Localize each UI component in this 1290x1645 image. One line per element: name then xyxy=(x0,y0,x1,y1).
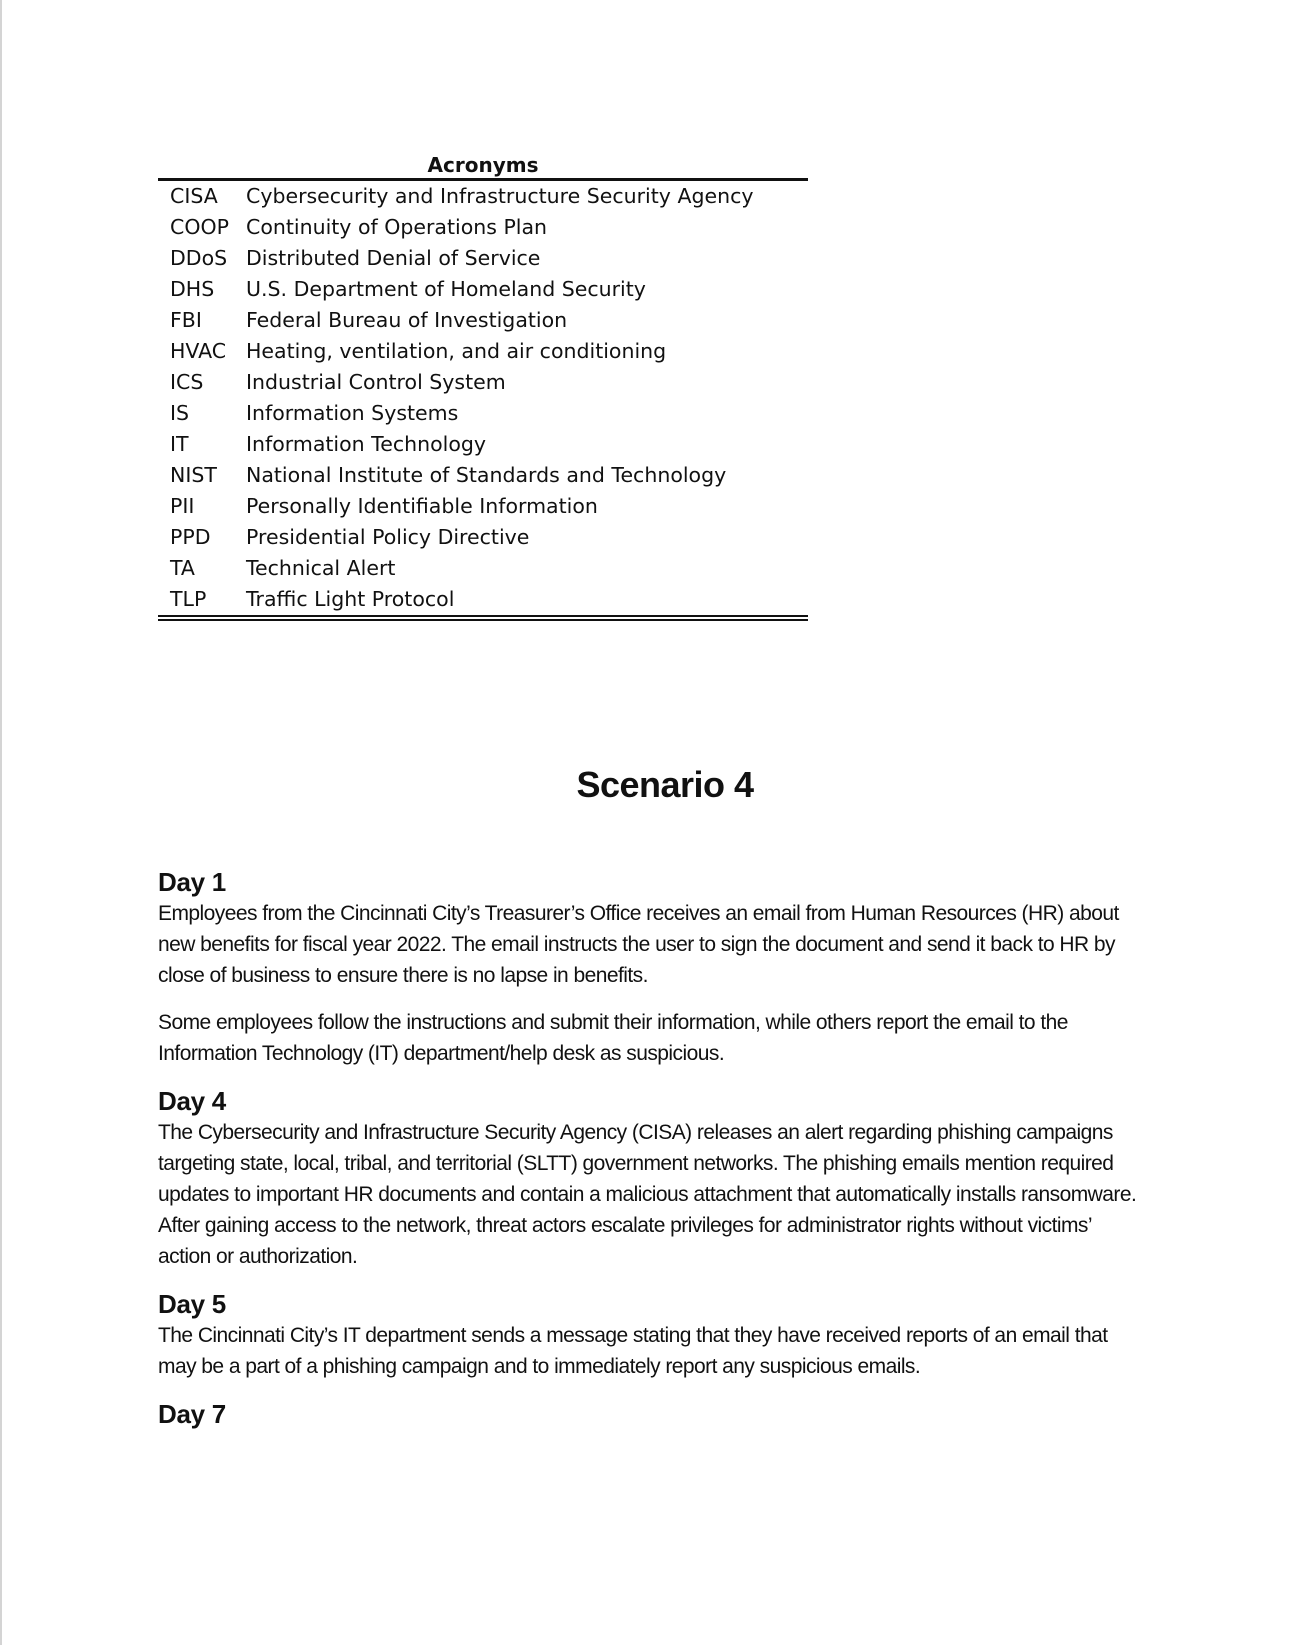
acronym-meaning: Information Systems xyxy=(246,401,459,425)
acronym-meaning: Personally Identifiable Information xyxy=(246,494,598,518)
acronym-meaning: Cybersecurity and Infrastructure Security Agency xyxy=(246,184,754,208)
acronym-row xyxy=(158,212,808,243)
acronym-row xyxy=(158,243,808,274)
acronym-meaning: Technical Alert xyxy=(246,556,396,580)
acronym-abbreviation: ICS xyxy=(170,370,204,394)
day-paragraph: The Cincinnati City’s IT department sends a message stating that they have received reports of an email that may be a part of a phishing campaign and to immediately report any suspicious emails. xyxy=(158,1324,1108,1378)
acronym-abbreviation: PPD xyxy=(170,525,211,549)
acronym-meaning: Continuity of Operations Plan xyxy=(246,215,548,239)
acronym-abbreviation: PII xyxy=(170,494,195,518)
acronym-row xyxy=(158,429,808,460)
acronym-row xyxy=(158,367,808,398)
day-heading: Day 5 xyxy=(158,1289,226,1319)
day-section xyxy=(158,1398,1148,1430)
acronym-meaning: Federal Bureau of Investigation xyxy=(246,308,568,332)
scenario-title: Scenario 4 xyxy=(576,764,754,805)
acronym-meaning: Industrial Control System xyxy=(246,370,506,394)
acronym-row xyxy=(158,181,808,212)
acronyms-title: Acronyms xyxy=(158,152,808,181)
day-paragraph: Employees from the Cincinnati City’s Treasurer’s Office receives an email from Human Resources (HR) about new benefits for fiscal year 2022. The email instructs the user to sign the document and send it back to HR by close of business to ensure there is no lapse in benefits. xyxy=(158,902,1119,987)
acronym-meaning: National Institute of Standards and Technology xyxy=(246,463,727,487)
acronym-row xyxy=(158,305,808,336)
acronym-abbreviation: TA xyxy=(170,556,195,580)
day-heading: Day 4 xyxy=(158,1086,226,1116)
acronyms-table-bottom-rule xyxy=(158,615,808,621)
day-heading: Day 7 xyxy=(158,1399,226,1429)
day-paragraph: The Cybersecurity and Infrastructure Security Agency (CISA) releases an alert regarding phishing campaigns targeting state, local, tribal, and territorial (SLTT) government networks. The phishing emails mention required updates to important HR documents and contain a malicious attachment that automatically installs ransomware. After gaining access to the network, threat actors escalate privileges for administrator rights without victims’ action or authorization. xyxy=(158,1121,1137,1268)
acronym-meaning: Heating, ventilation, and air conditioning xyxy=(246,339,667,363)
scenario-content xyxy=(158,866,1148,1432)
acronym-abbreviation: IS xyxy=(170,401,190,425)
acronym-abbreviation: IT xyxy=(170,432,189,456)
acronym-meaning: Information Technology xyxy=(246,432,487,456)
day-heading: Day 1 xyxy=(158,867,226,897)
acronym-meaning: Presidential Policy Directive xyxy=(246,525,530,549)
acronym-abbreviation: CISA xyxy=(170,184,218,208)
acronym-abbreviation: DDoS xyxy=(170,246,228,270)
acronym-abbreviation: FBI xyxy=(170,308,202,332)
acronyms-table-section xyxy=(158,152,808,621)
acronyms-table xyxy=(158,181,808,615)
acronym-row xyxy=(158,398,808,429)
acronym-row xyxy=(158,553,808,584)
acronym-meaning: Traffic Light Protocol xyxy=(246,587,455,611)
day-section xyxy=(158,1288,1148,1382)
page-edge xyxy=(0,0,2,1645)
acronym-abbreviation: NIST xyxy=(170,463,217,487)
acronym-row xyxy=(158,584,808,615)
acronym-abbreviation: DHS xyxy=(170,277,215,301)
acronym-row xyxy=(158,522,808,553)
acronym-row xyxy=(158,336,808,367)
acronym-row xyxy=(158,460,808,491)
day-paragraph: Some employees follow the instructions and submit their information, while others report the email to the Information Technology (IT) department/help desk as suspicious. xyxy=(158,1011,1068,1065)
acronym-abbreviation: COOP xyxy=(170,215,229,239)
acronym-meaning: U.S. Department of Homeland Security xyxy=(246,277,646,301)
acronym-abbreviation: HVAC xyxy=(170,339,227,363)
acronym-meaning: Distributed Denial of Service xyxy=(246,246,541,270)
acronym-row xyxy=(158,491,808,522)
acronym-abbreviation: TLP xyxy=(170,587,207,611)
day-section xyxy=(158,1085,1148,1272)
acronym-row xyxy=(158,274,808,305)
day-section xyxy=(158,866,1148,1069)
